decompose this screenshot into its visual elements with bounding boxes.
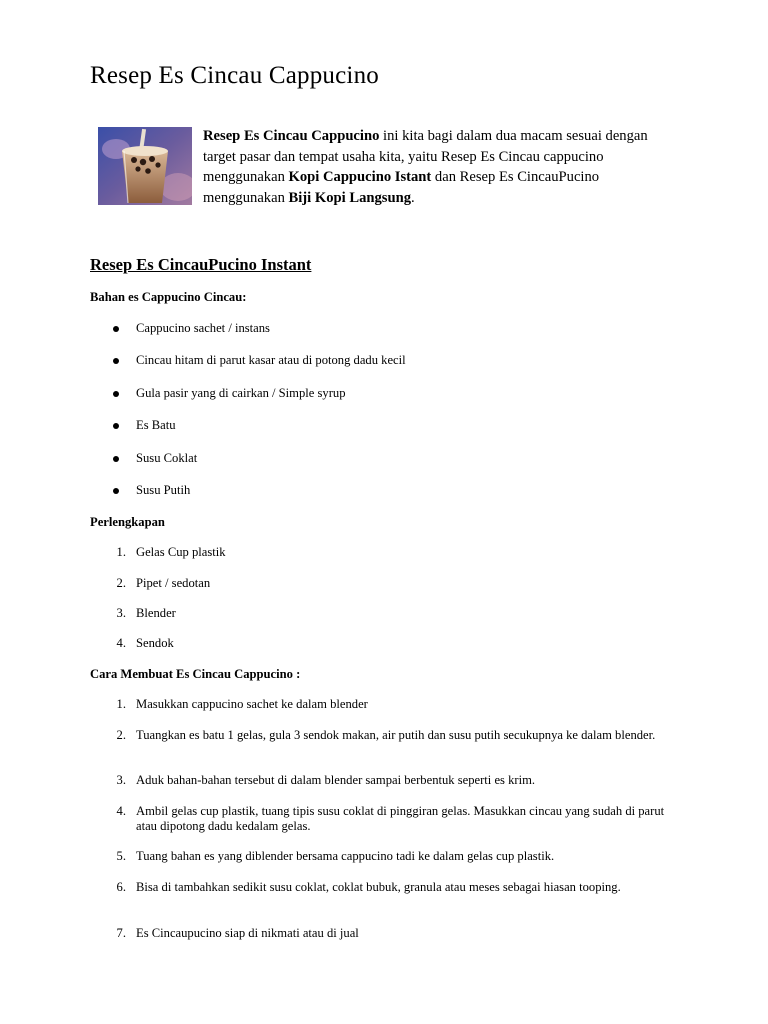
intro-bold-instant-coffee: Kopi Cappucino Istant: [288, 169, 432, 185]
list-item: Ambil gelas cup plastik, tuang tipis susu coklat di pinggiran gelas. Masukkan cincau yang sudah di parut atau dipotong dadu kedalam gelas.: [136, 804, 665, 833]
intro-text-3: .: [411, 189, 415, 206]
list-number: 3.: [116, 773, 126, 787]
list-number: 1.: [116, 545, 126, 559]
bahan-label: Bahan es Cappucino Cincau:: [90, 290, 247, 304]
intro-text-2: dan Resep Es CincauPucino menggunakan: [203, 169, 600, 206]
list-item: Gula pasir yang di cairkan / Simple syrup: [136, 386, 346, 400]
list-bullet: [113, 456, 119, 462]
list-number: 1.: [116, 697, 126, 711]
cara-label: Cara Membuat Es Cincau Cappucino :: [90, 667, 301, 681]
list-number: 4.: [116, 636, 126, 650]
intro-bold-recipe-name: Resep Es Cincau Cappucino: [203, 128, 380, 144]
list-item: Cappucino sachet / instans: [136, 321, 270, 335]
list-item: Bisa di tambahkan sedikit susu coklat, coklat bubuk, granula atau meses sebagai hiasan tooping.: [136, 880, 621, 894]
list-item: Gelas Cup plastik: [136, 545, 226, 559]
list-item: Aduk bahan-bahan tersebut di dalam blender sampai berbentuk seperti es krim.: [136, 773, 536, 787]
list-item: Cincau hitam di parut kasar atau di potong dadu kecil: [136, 353, 406, 367]
section-heading: Resep Es CincauPucino Instant: [90, 255, 312, 274]
list-item: Susu Coklat: [136, 451, 198, 465]
list-item: Tuang bahan es yang diblender bersama cappucino tadi ke dalam gelas cup plastik.: [136, 849, 555, 863]
list-number: 6.: [116, 880, 126, 894]
intro-bold-coffee-beans: Biji Kopi Langsung: [288, 189, 411, 206]
list-item: Sendok: [136, 636, 174, 650]
list-item: Blender: [136, 606, 176, 620]
list-item: Es Cincaupucino siap di nikmati atau di jual: [136, 926, 359, 940]
intro-paragraph: [203, 126, 673, 208]
list-item: Susu Putih: [136, 483, 191, 497]
list-bullet: [113, 391, 119, 397]
iced-cappuccino-photo: [98, 127, 192, 205]
list-number: 5.: [116, 849, 126, 863]
list-number: 4.: [116, 804, 126, 818]
list-bullet: [113, 423, 119, 429]
list-bullet: [113, 358, 119, 364]
perlengkapan-label: Perlengkapan: [90, 515, 165, 529]
list-item: Tuangkan es batu 1 gelas, gula 3 sendok makan, air putih dan susu putih secukupnya ke dalam blender.: [136, 728, 656, 742]
list-item: Pipet / sedotan: [136, 576, 211, 590]
list-number: 3.: [116, 606, 126, 620]
list-item: Es Batu: [136, 418, 176, 432]
page-title: Resep Es Cincau Cappucino: [90, 62, 379, 89]
list-number: 2.: [116, 576, 126, 590]
intro-text-1: ini kita bagi dalam dua macam sesuai dengan target pasar dan tempat usaha kita, yaitu Resep Es Cincau cappucino menggunakan: [203, 128, 648, 185]
list-bullet: [113, 326, 119, 332]
list-number: 2.: [116, 728, 126, 742]
list-number: 7.: [116, 926, 126, 940]
list-bullet: [113, 488, 119, 494]
list-item: Masukkan cappucino sachet ke dalam blender: [136, 697, 368, 711]
